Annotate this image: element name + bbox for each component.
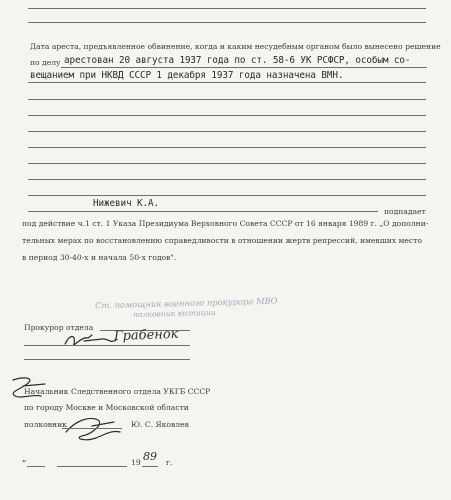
ruled-line [28, 147, 426, 148]
date-year-handwritten: 89 [143, 450, 157, 463]
typed-arrest-line-2: вещанием при НКВД СССР 1 декабря 1937 года назначена ВМН. [30, 70, 344, 81]
typed-arrest-line-1: арестован 20 августа 1937 года по ст. 58-6 УК РСФСР, особым со- [64, 55, 411, 66]
rehab-suffix: подпадает [384, 207, 426, 216]
rehab-text-line-2: тельных мерах по восстановлению справедливости в отношении жертв репрессий, имевших место [22, 236, 422, 245]
prosecutor-label: Прокурор отдела [24, 323, 94, 332]
stamp-line-1: Ст. помощник военного прокурора МВО [94, 295, 278, 311]
chief-title-line-2: по городу Москве и Московской области [24, 403, 189, 412]
date-month-line [57, 466, 127, 467]
ruled-line [28, 99, 426, 100]
date-year-line [142, 466, 158, 467]
date-quote: „ [22, 454, 27, 464]
rehab-text-line-1: под действие ч.1 ст. 1 Указа Президиума Верховного Совета СССР от 16 января 1989 г. „О дополни- [22, 219, 429, 228]
ruled-line [28, 163, 426, 164]
date-year-prefix: 19 [131, 458, 141, 467]
ruled-line [28, 211, 378, 212]
ruled-line [61, 67, 427, 68]
ruled-line [28, 179, 426, 180]
chief-rank: полковник [24, 420, 67, 429]
ruled-line [28, 131, 426, 132]
ruled-line [28, 195, 426, 196]
stamp-line-2: полковник юстиции [132, 307, 216, 320]
ruled-line [62, 428, 122, 429]
chief-title-line-1: Начальник Следственного отдела УКГБ СССР [24, 387, 211, 396]
prosecutor-handwriting: Грабенок [113, 326, 179, 345]
chief-signature [62, 412, 132, 448]
date-day-line [27, 466, 45, 467]
prosecutor-signature [62, 330, 122, 350]
typed-person-name: Нижевич К.А. [93, 198, 159, 209]
arrest-prompt-label: Дата ареста, предъявленное обвинение, когда и каким несудебным органом было вынесено решение [30, 42, 441, 51]
date-suffix: г. [166, 458, 173, 467]
ruled-line [28, 8, 426, 9]
ruled-line [24, 359, 190, 360]
rehab-text-line-3: в период 30-40-х и начала 50-х годов". [22, 253, 177, 262]
chief-name: Ю. С. Яковлев [131, 420, 189, 429]
ruled-line [24, 345, 190, 346]
ruled-line [28, 115, 426, 116]
case-prefix-label: по делу [30, 58, 61, 67]
ruled-line [28, 82, 426, 83]
ruled-line [28, 22, 426, 23]
